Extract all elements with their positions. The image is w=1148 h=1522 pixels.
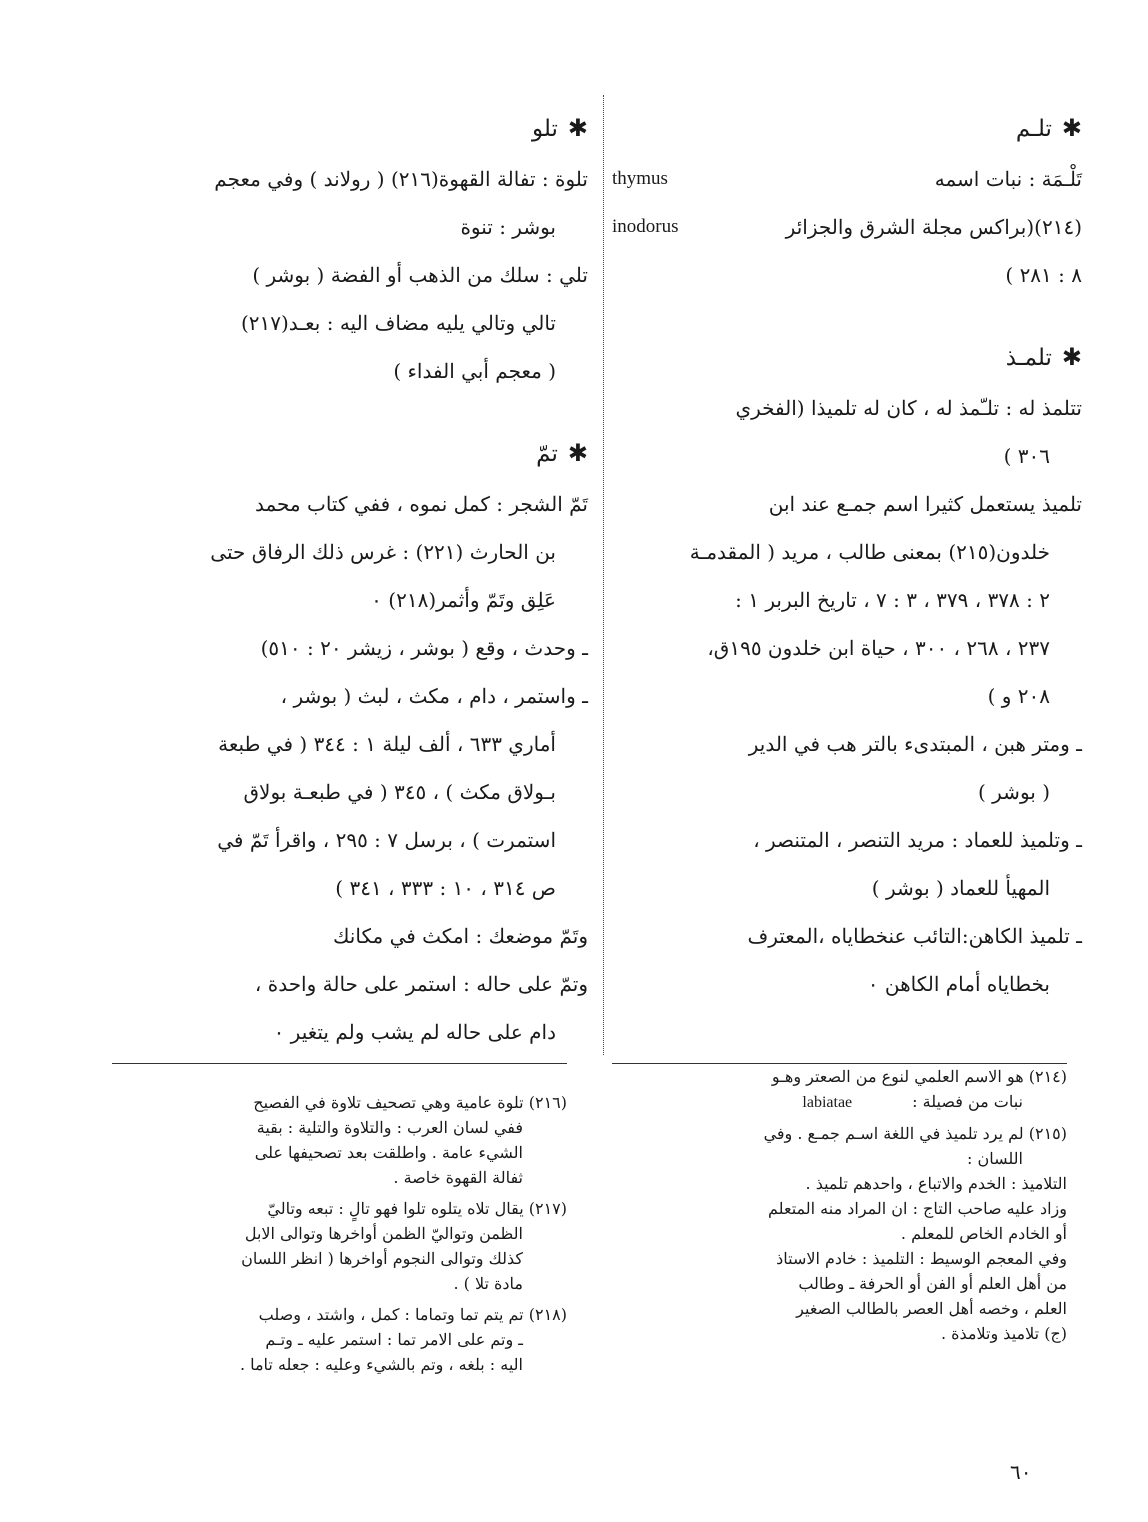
left-column xyxy=(102,108,588,1056)
latin-term: thymus xyxy=(612,168,668,189)
asterisk-icon: ✱ xyxy=(1061,343,1082,371)
entry-line-text: أماري ٦٣٣ ، ألف ليلة ١ : ٣٤٤ ( في طبعة xyxy=(218,732,556,756)
right-column xyxy=(612,108,1082,1008)
footnote-line xyxy=(112,1115,567,1140)
entry-line-text: بن الحارث (٢٢١) : غرس ذلك الرفاق حتى xyxy=(210,540,556,564)
entry-line-text: تلوة : تفالة القهوة(٢١٦) ( رولاند ) وفي معجم xyxy=(214,167,588,191)
footnote-line-text: كذلك وتوالى النجوم أواخرها ( انظر اللسان xyxy=(241,1249,523,1268)
asterisk-icon: ✱ xyxy=(567,114,588,142)
footnote-line-text: مادة تلا ) . xyxy=(453,1274,523,1293)
entry-line-text: تالي وتالي يليه مضاف اليه : بعـد(٢١٧) xyxy=(240,311,556,335)
entry-line-text: بـولاق مكث ) ، ٣٤٥ ( في طبعـة بولاق xyxy=(243,780,556,804)
footnote-line-text: اللسان : xyxy=(967,1149,1023,1168)
entry-gap xyxy=(102,395,588,433)
entry-line-text: ٢٠٨ و ) xyxy=(987,684,1050,708)
entry-line-text: تَلْـمَة : نبات اسمه xyxy=(934,167,1082,191)
footnote-line-text: وفي المعجم الوسيط : التلميذ : خادم الاستاذ xyxy=(776,1249,1067,1268)
entry-line-text: تتلمذ له : تلـّمذ له ، كان له تلميذا (الفخري xyxy=(735,396,1082,420)
entry-line xyxy=(102,768,588,816)
footnote-line xyxy=(612,1196,1067,1221)
footnote-line xyxy=(612,1146,1067,1171)
footnote-line xyxy=(112,1090,567,1115)
footnotes-left xyxy=(112,1090,567,1383)
entry-line-text: تلميذ يستعمل كثيرا اسم جمـع عند ابن xyxy=(768,492,1082,516)
footnote-line-text: نبات من فصيلة : xyxy=(912,1092,1023,1111)
footnote-line xyxy=(112,1140,567,1165)
footnote-rule-left xyxy=(112,1063,567,1064)
footnote-line xyxy=(612,1321,1067,1346)
footnote-line xyxy=(612,1064,1067,1089)
footnote xyxy=(112,1090,567,1190)
entry-line-text: بوشر : تنوة xyxy=(460,215,556,239)
entry-heading xyxy=(612,108,1082,149)
entry-line xyxy=(612,384,1082,432)
entry-line-text: تلي : سلك من الذهب أو الفضة ( بوشر ) xyxy=(252,263,588,287)
entry-line xyxy=(612,251,1082,299)
entry-line-text: ٨ : ٢٨١ ) xyxy=(1005,263,1082,287)
entry-line xyxy=(612,432,1082,480)
entry-line-text: ص ٣١٤ ، ١٠ : ٣٣٣ ، ٣٤١ ) xyxy=(335,876,556,900)
entry-line xyxy=(612,155,1082,203)
entry-line xyxy=(102,960,588,1008)
entry-line xyxy=(102,816,588,864)
entry-line xyxy=(612,528,1082,576)
footnote-line-text: ـ وتم على الامر تما : استمر عليه ـ وتـم xyxy=(265,1330,523,1349)
footnote xyxy=(612,1121,1067,1346)
entry-heading-text: تلمـذ xyxy=(1005,345,1052,371)
footnote-line-text: ففي لسان العرب : والتلاوة والتلية : بقية xyxy=(256,1118,523,1137)
footnote-line-text: الشيء عامة . واطلقت بعد تصحيفها على xyxy=(254,1143,523,1162)
entry-line xyxy=(102,251,588,299)
entry-line-text: عَلِق وتَمّ وأثمر(٢١٨) ٠ xyxy=(371,588,556,612)
entry-line-text: ـ واستمر ، دام ، مكث ، لبث ( بوشر ، xyxy=(280,684,588,708)
entry-heading-text: تمّ xyxy=(536,441,558,467)
footnote-line-text: اليه : بلغه ، وتم بالشيء وعليه : جعله تاما . xyxy=(239,1355,523,1374)
entry-line-text: ـ ومتر هبن ، المبتدىء بالتر هب في الدير xyxy=(748,732,1082,756)
footnote-line xyxy=(612,1171,1067,1196)
entry-line xyxy=(612,816,1082,864)
entry-line xyxy=(102,347,588,395)
entry-line-text: ـ تلميذ الكاهن:التائب عنخطاياه ،المعترف xyxy=(747,924,1082,948)
entry-line-text: ٣٠٦ ) xyxy=(1003,444,1050,468)
entry-line-text: المهيأ للعماد ( بوشر ) xyxy=(871,876,1050,900)
footnote-line-text: (٢١٤) هو الاسم العلمي لنوع من الصعتر وهـو xyxy=(771,1067,1067,1086)
entry-line xyxy=(612,912,1082,960)
latin-term: labiatae xyxy=(802,1094,853,1111)
footnote-line-text: أو الخادم الخاص للمعلم . xyxy=(900,1224,1067,1243)
footnote-line-text: (٢١٦) تلوة عامية وهي تصحيف تلاوة في الفصيح xyxy=(253,1093,567,1112)
entry-line xyxy=(612,960,1082,1008)
footnote-line-text: (٢١٨) تم يتم تما وتماما : كمل ، واشتد ، وصلب xyxy=(258,1305,567,1324)
footnote-line-text: (٢١٧) يقال تلاه يتلوه تلوا فهو تالٍ : تبعه وتاليّ xyxy=(267,1199,567,1218)
entry-line xyxy=(612,864,1082,912)
footnote-line xyxy=(112,1352,567,1377)
entry-line xyxy=(102,720,588,768)
footnote-line xyxy=(112,1302,567,1327)
entry-heading-text: تلـم xyxy=(1015,116,1052,142)
asterisk-icon: ✱ xyxy=(567,439,588,467)
entry-line xyxy=(102,576,588,624)
footnote-line-text: التلاميذ : الخدم والاتباع ، واحدهم تلميذ . xyxy=(805,1174,1067,1193)
footnote-line xyxy=(612,1121,1067,1146)
entry-line-text: استمرت ) ، برسل ٧ : ٢٩٥ ، واقرأ تَمّ في xyxy=(217,828,556,852)
footnote-line xyxy=(612,1246,1067,1271)
footnote-line-text: الظمن وتواليّ الظمن أواخرها وتوالى الابل xyxy=(244,1224,523,1243)
asterisk-icon: ✱ xyxy=(1061,114,1082,142)
footnote xyxy=(612,1064,1067,1115)
entry-line-text: ( بوشر ) xyxy=(977,780,1050,804)
entry-line-text: ـ وحدث ، وقع ( بوشر ، زيشر ٢٠ : ٥١٠) xyxy=(260,636,588,660)
entry-line xyxy=(612,624,1082,672)
entry-line xyxy=(102,672,588,720)
footnote xyxy=(112,1302,567,1377)
footnote-line-text: العلم ، وخصه أهل العصر بالطالب الصغير xyxy=(796,1299,1067,1318)
footnote-line xyxy=(112,1271,567,1296)
footnote-line-text: من أهل العلم أو الفن أو الحرفة ـ وطالب xyxy=(798,1274,1067,1293)
entry-line-text: وتَمّ موضعك : امكث في مكانك xyxy=(332,924,588,948)
entry-line-text: ( معجم أبي الفداء ) xyxy=(393,359,556,383)
entry-line xyxy=(612,480,1082,528)
entry-line xyxy=(102,299,588,347)
footnote-line xyxy=(112,1246,567,1271)
entry-line xyxy=(612,768,1082,816)
footnote-line xyxy=(112,1221,567,1246)
entry-line-text: (٢١٤)(براكس مجلة الشرق والجزائر xyxy=(785,215,1082,239)
footnote-line-text: ثفالة القهوة خاصة . xyxy=(393,1168,523,1187)
footnote-line xyxy=(612,1296,1067,1321)
entry-line xyxy=(102,1008,588,1056)
page-number: ٦٠ xyxy=(1010,1460,1032,1484)
footnote-line-text: (ج) تلاميذ وتلامذة . xyxy=(940,1324,1067,1343)
entry-line xyxy=(102,528,588,576)
entry-line-text: تَمّ الشجر : كمل نموه ، ففي كتاب محمد xyxy=(254,492,588,516)
entry-line xyxy=(612,672,1082,720)
footnote-line xyxy=(112,1327,567,1352)
entry-heading xyxy=(102,433,588,474)
entry-line-text: ـ وتلميذ للعماد : مريد التنصر ، المتنصر ، xyxy=(753,828,1082,852)
entry-line xyxy=(102,155,588,203)
footnote-line xyxy=(112,1196,567,1221)
entry-line xyxy=(102,912,588,960)
entry-line-text: بخطاياه أمام الكاهن ٠ xyxy=(867,972,1050,996)
latin-term: inodorus xyxy=(612,216,679,237)
entry-line xyxy=(102,624,588,672)
entry-line-text: ٢٣٧ ، ٢٦٨ ، ٣٠٠ ، حياة ابن خلدون ١٩٥ق، xyxy=(707,636,1050,660)
entry-heading-text: تلو xyxy=(531,116,558,142)
footnote-line-text: (٢١٥) لم يرد تلميذ في اللغة اسـم جمـع . وفي xyxy=(763,1124,1067,1143)
entry-line xyxy=(102,864,588,912)
footnote-line xyxy=(112,1165,567,1190)
footnote-line-text: وزاد عليه صاحب التاج : ان المراد منه المتعلم xyxy=(768,1199,1067,1218)
entry-line xyxy=(102,203,588,251)
footnote xyxy=(112,1196,567,1296)
entry-line-text: خلدون(٢١٥) بمعنى طالب ، مريد ( المقدمـة xyxy=(689,540,1050,564)
entry-line xyxy=(612,720,1082,768)
entry-line xyxy=(102,480,588,528)
entry-line-text: وتمّ على حاله : استمر على حالة واحدة ، xyxy=(254,972,588,996)
column-divider xyxy=(603,95,604,1055)
footnote-line xyxy=(612,1089,1067,1115)
footnote-line xyxy=(612,1221,1067,1246)
entry-heading xyxy=(612,337,1082,378)
entry-gap xyxy=(612,299,1082,337)
entry-line xyxy=(612,203,1082,251)
entry-heading xyxy=(102,108,588,149)
entry-line-text: ٢ : ٣٧٨ ، ٣٧٩ ، ٣ : ٧ ، تاريخ البربر ١ : xyxy=(735,588,1050,612)
footnotes-right xyxy=(612,1064,1067,1352)
footnote-line xyxy=(612,1271,1067,1296)
entry-line-text: دام على حاله لم يشب ولم يتغير ٠ xyxy=(273,1020,556,1044)
entry-line xyxy=(612,576,1082,624)
